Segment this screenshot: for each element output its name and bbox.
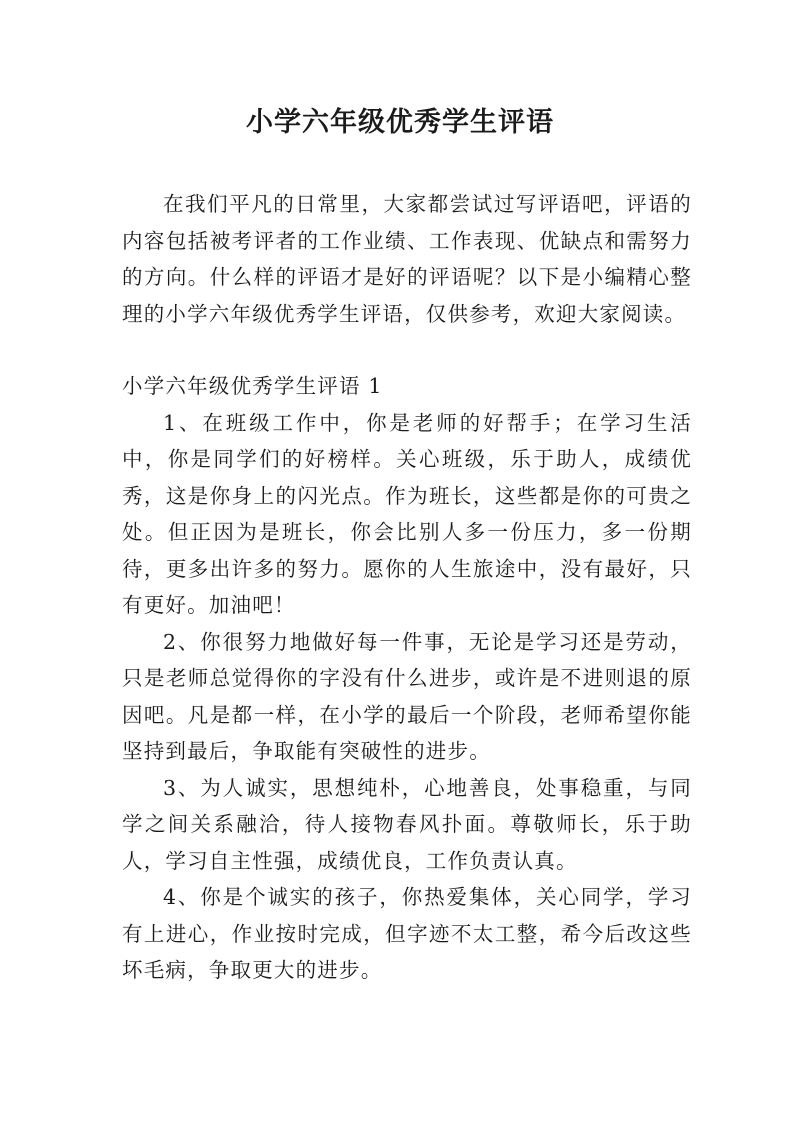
section-heading: 小学六年级优秀学生评语 1 xyxy=(122,374,383,398)
document-title: 小学六年级优秀学生评语 xyxy=(246,107,554,138)
comment-paragraph-2: 2、你很努力地做好每一件事，无论是学习还是劳动，只是老师总觉得你的字没有什么进步，或许是不进则退的原因吧。凡是都一样，在小学的最后一个阶段，老师希望你能坚持到最后，争取能有突破性的进步。 xyxy=(122,629,692,763)
intro-paragraph: 在我们平凡的日常里，大家都尝试过写评语吧，评语的内容包括被考评者的工作业绩、工作表现、优缺点和需努力的方向。什么样的评语才是好的评语呢？以下是小编精心整理的小学六年级优秀学生评语，仅供参考，欢迎大家阅读。 xyxy=(122,192,692,326)
comment-paragraph-1: 1、在班级工作中，你是老师的好帮手；在学习生活中，你是同学们的好榜样。关心班级，乐于助人，成绩优秀，这是你身上的闪光点。作为班长，这些都是你的可贵之处。但正因为是班长，你会比别人多一份压力，多一份期待，更多出许多的努力。愿你的人生旅途中，没有最好，只有更好。加油吧！ xyxy=(122,410,692,617)
comment-paragraph-4: 4、你是个诚实的孩子，你热爱集体，关心同学，学习有上进心，作业按时完成，但字迹不太工整，希今后改这些坏毛病，争取更大的进步。 xyxy=(122,885,692,982)
document-body xyxy=(122,186,692,989)
comment-paragraph-3: 3、为人诚实，思想纯朴，心地善良，处事稳重，与同学之间关系融洽，待人接物春风扑面。尊敬师长，乐于助人，学习自主性强，成绩优良，工作负责认真。 xyxy=(122,775,692,873)
